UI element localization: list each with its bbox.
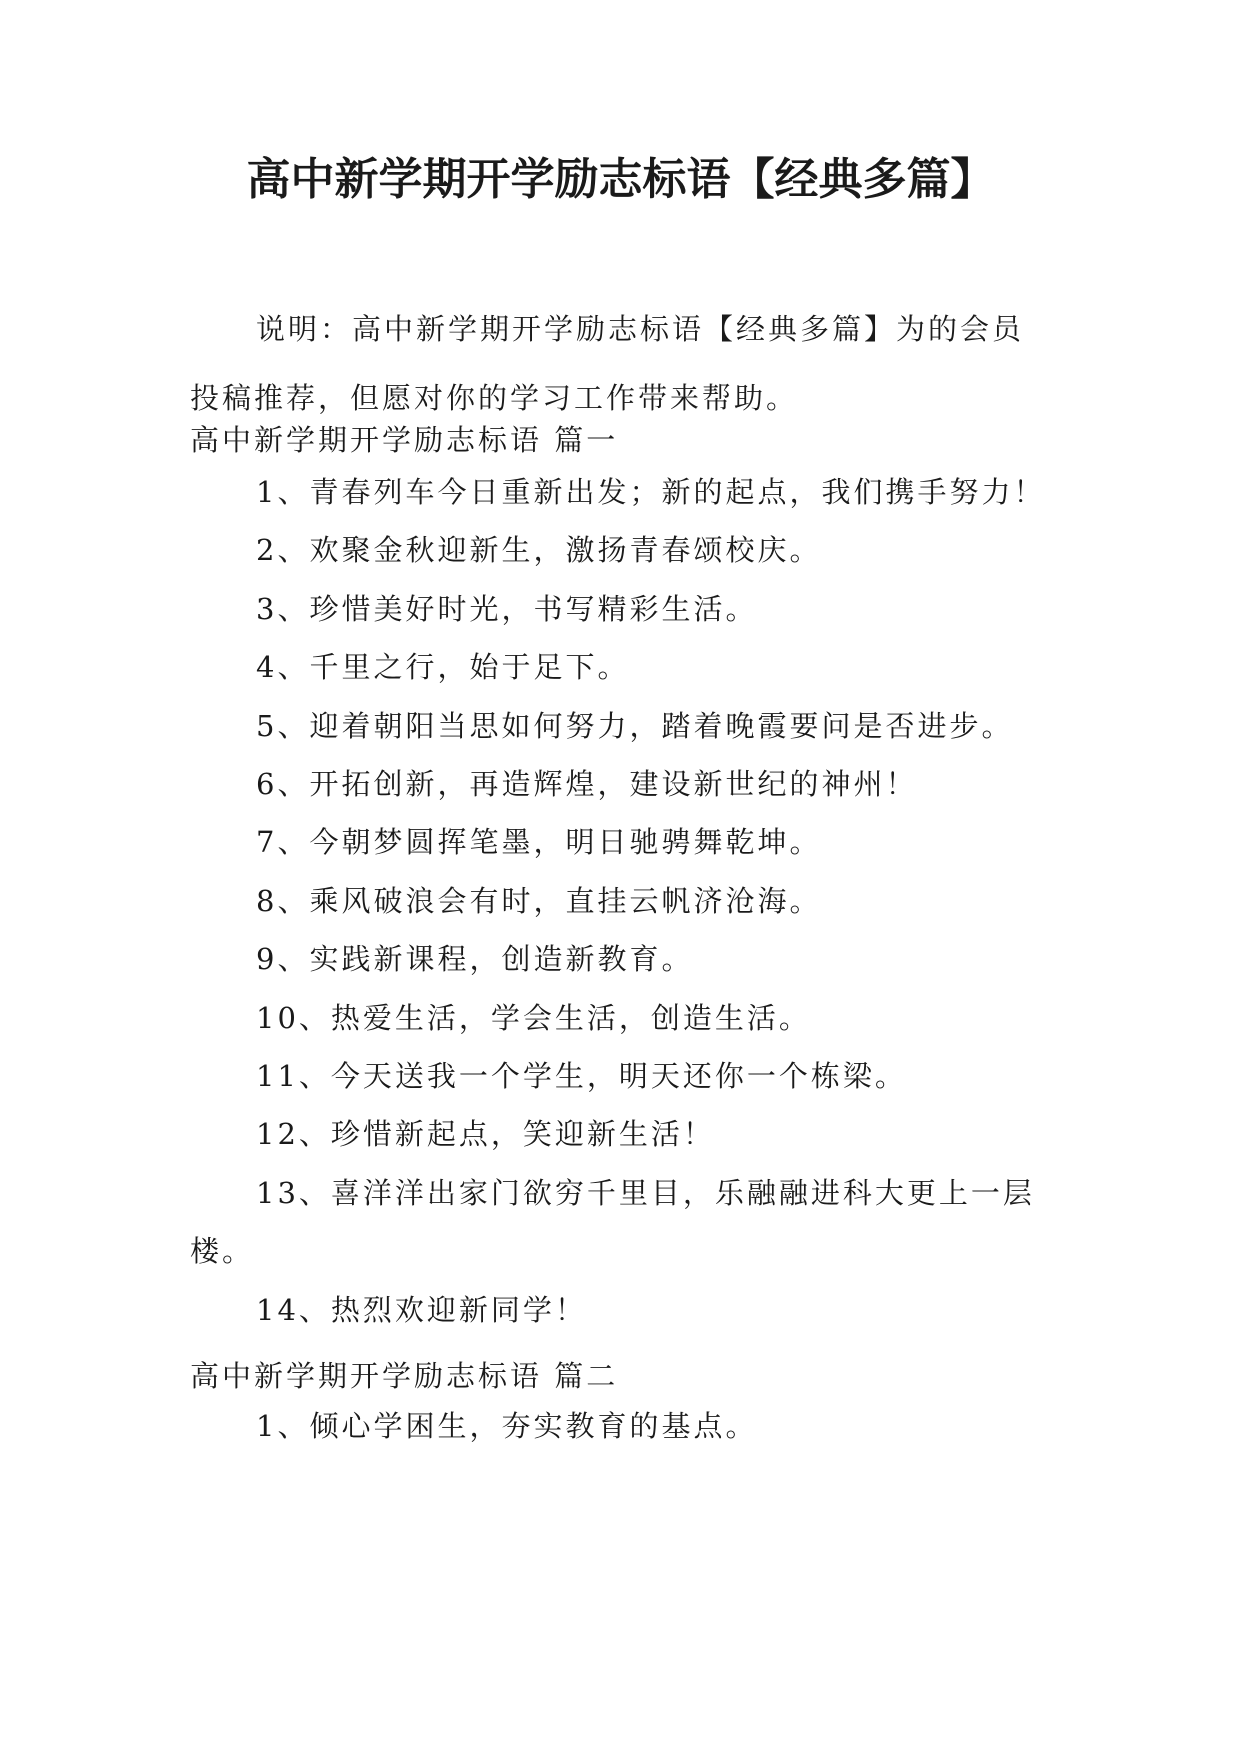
list-item: 5、迎着朝阳当思如何努力，踏着晚霞要问是否进步。	[256, 708, 1014, 743]
list-item: 9、实践新课程，创造新教育。	[256, 942, 694, 977]
intro-paragraph: 说明：高中新学期开学励志标语【经典多篇】为的会员投稿推荐，但愿对你的学习工作带来帮助。	[190, 312, 1025, 415]
list-item: 1、青春列车今日重新出发；新的起点，我们携手努力！	[256, 475, 1046, 509]
list-item: 6、开拓创新，再造辉煌，建设新世纪的神州！	[256, 767, 918, 802]
section-heading-1: 高中新学期开学励志标语 篇一	[190, 423, 619, 457]
list-item: 8、乘风破浪会有时，直挂云帆济沧海。	[256, 883, 822, 918]
section-1-list	[190, 463, 1070, 1339]
document-title: 高中新学期开学励志标语【经典多篇】	[246, 154, 995, 205]
list-item: 4、千里之行，始于足下。	[256, 650, 630, 685]
list-item: 7、今朝梦圆挥笔墨，明日驰骋舞乾坤。	[256, 825, 822, 860]
list-item: 12、珍惜新起点，笑迎新生活！	[256, 1117, 715, 1152]
list-item: 13、喜洋洋出家门欲穷千里目，乐融融进科大更上一层楼。	[190, 1175, 1035, 1269]
list-item: 11、今天送我一个学生，明天还你一个栋梁。	[256, 1059, 907, 1094]
list-item: 1、倾心学困生，夯实教育的基点。	[256, 1409, 758, 1443]
section-heading-2: 高中新学期开学励志标语 篇二	[190, 1359, 619, 1393]
list-item: 10、热爱生活，学会生活，创造生活。	[256, 1000, 811, 1035]
section-2-list	[190, 1397, 1070, 1455]
list-item: 14、热烈欢迎新同学！	[256, 1292, 587, 1327]
list-item: 3、珍惜美好时光，书写精彩生活。	[256, 591, 758, 626]
list-item: 2、欢聚金秋迎新生，激扬青春颂校庆。	[256, 533, 822, 568]
